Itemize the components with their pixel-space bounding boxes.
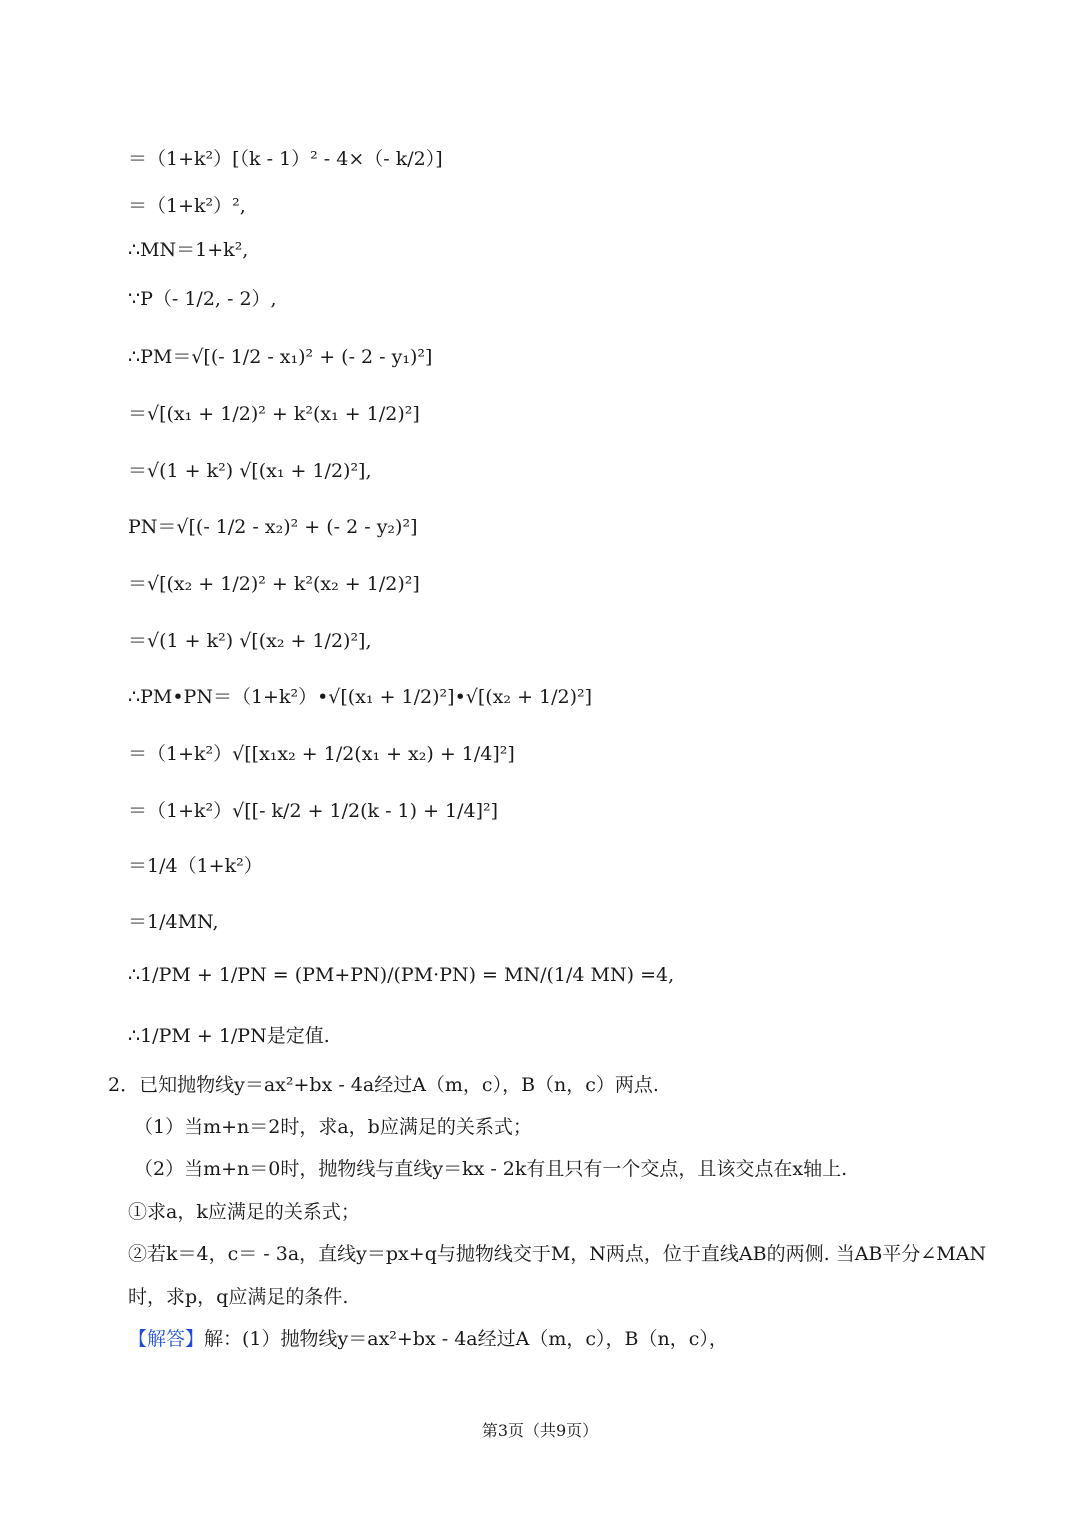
solution-line-12: ＝（1+k²）√[[x₁x₂ + 1/2(x₁ + x₂) + 1/4]²] [128,743,515,765]
solution-line-17: ∴1/PM + 1/PN是定值. [128,1025,330,1047]
solution-line-7: ＝√(1 + k²) √[(x₁ + 1/2)²], [128,460,372,482]
solution-line-6: ＝√[(x₁ + 1/2)² + k²(x₁ + 1/2)²] [128,403,420,425]
question-part-1: （1）当m+n＝2时，求a，b应满足的关系式； [134,1116,532,1138]
solution-line-5: ∴PM＝√[(- 1/2 - x₁)² + (- 2 - y₁)²] [128,346,433,368]
question-item-2: ②若k＝4，c＝ - 3a，直线y＝px+q与抛物线交于M，N两点，位于直线AB的两侧. 当AB平分∠MAN [128,1243,987,1265]
question-2: 2．已知抛物线y＝ax²+bx - 4a经过A（m，c），B（n，c）两点. [108,1074,659,1096]
answer-line [128,1330,728,1349]
solution-line-2: ＝（1+k²）², [128,195,246,217]
solution-line-16: ∴1/PM + 1/PN = (PM+PN)/(PM·PN) = MN/(1/4 MN) =4, [128,964,675,986]
solution-line-11: ∴PM•PN＝（1+k²）•√[(x₁ + 1/2)²]•√[(x₂ + 1/2)²] [128,686,593,708]
answer-tag: 【解答】 [128,1328,205,1350]
question-item-1: ①求a，k应满足的关系式； [128,1201,360,1223]
solution-line-1: ＝（1+k²）[（k - 1）² - 4×（- k/2）] [128,148,443,170]
question-part-2: （2）当m+n＝0时，抛物线与直线y＝kx - 2k有且只有一个交点，且该交点在x轴上. [134,1158,848,1180]
solution-line-9: ＝√[(x₂ + 1/2)² + k²(x₂ + 1/2)²] [128,573,420,595]
solution-line-14: ＝1/4（1+k²） [128,855,263,877]
solution-line-15: ＝1/4MN, [128,911,219,933]
answer-text: 解：(1）抛物线y＝ax²+bx - 4a经过A（m，c），B（n，c）， [204,1328,728,1350]
question-item-2-continued: 时，求p，q应满足的条件. [128,1286,349,1308]
solution-line-10: ＝√(1 + k²) √[(x₂ + 1/2)²], [128,630,372,652]
solution-line-4: ∵P（- 1/2, - 2）, [128,288,277,310]
page-footer: 第3页（共9页） [481,1421,599,1440]
solution-line-13: ＝（1+k²）√[[- k/2 + 1/2(k - 1) + 1/4]²] [128,800,499,822]
solution-line-8: PN＝√[(- 1/2 - x₂)² + (- 2 - y₂)²] [128,516,418,538]
solution-line-3: ∴MN＝1+k², [128,239,249,261]
